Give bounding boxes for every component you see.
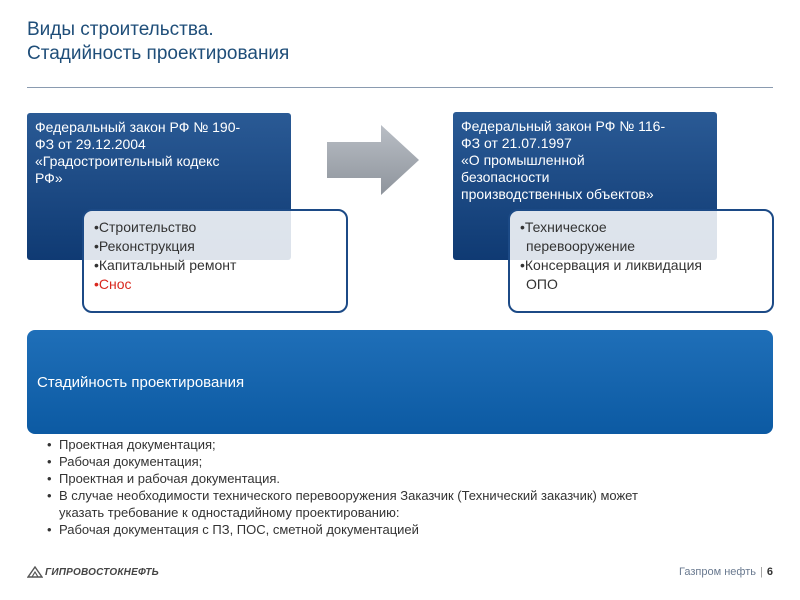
list-item: •Строительство xyxy=(94,219,197,235)
list-item: •Техническое xyxy=(520,219,607,235)
company-logo xyxy=(27,565,159,579)
law-116-line: производственных объектов» xyxy=(461,186,654,202)
slide-title-line1: Виды строительства. xyxy=(27,19,214,40)
list-item-continuation: перевооружение xyxy=(526,238,636,254)
list-item: • Рабочая документация; xyxy=(47,454,203,469)
page-number: 6 xyxy=(766,566,773,578)
logo-mark-icon xyxy=(27,566,43,578)
list-item: •Реконструкция xyxy=(94,238,195,254)
list-item-demolition: •Снос xyxy=(94,276,132,292)
law-116-line: ФЗ от 21.07.1997 xyxy=(461,135,572,151)
list-item: •Консервация и ликвидация xyxy=(520,257,702,273)
law-116-line: «О промышленной xyxy=(461,152,585,168)
staging-list xyxy=(47,436,777,538)
right-arrow-icon xyxy=(327,125,419,195)
title-divider xyxy=(27,87,773,88)
slide-title-line2: Стадийность проектирования xyxy=(27,43,290,64)
list-item: • Проектная и рабочая документация. xyxy=(47,471,281,486)
law-190-line: РФ» xyxy=(35,170,63,186)
law-190-line: «Градостроительный кодекс xyxy=(35,153,220,169)
list-item-continuation: ОПО xyxy=(526,276,558,292)
slide-footer xyxy=(679,566,773,578)
slide-title xyxy=(27,18,289,66)
law-190-line: Федеральный закон РФ № 190- xyxy=(35,119,241,135)
construction-types-list xyxy=(82,209,348,313)
logo-text: ГИПРОВОСТОКНЕФТЬ xyxy=(45,566,159,578)
footer-company: Газпром нефть xyxy=(679,566,757,578)
law-116-line: Федеральный закон РФ № 116- xyxy=(461,118,666,134)
list-item: • Рабочая документация с ПЗ, ПОС, сметной документацией xyxy=(47,522,419,537)
staging-banner-label: Стадийность проектирования xyxy=(37,374,245,391)
law-190-line: ФЗ от 29.12.2004 xyxy=(35,136,146,152)
list-item: •Капитальный ремонт xyxy=(94,257,237,273)
law-116-line: безопасности xyxy=(461,169,550,185)
list-item: • В случае необходимости технического перевооружения Заказчик (Технический заказчик) может указать требование к одностадийному проектированию: xyxy=(47,488,638,520)
footer-separator: | xyxy=(760,566,763,578)
industrial-works-list xyxy=(508,209,774,313)
list-item: • Проектная документация; xyxy=(47,437,216,452)
